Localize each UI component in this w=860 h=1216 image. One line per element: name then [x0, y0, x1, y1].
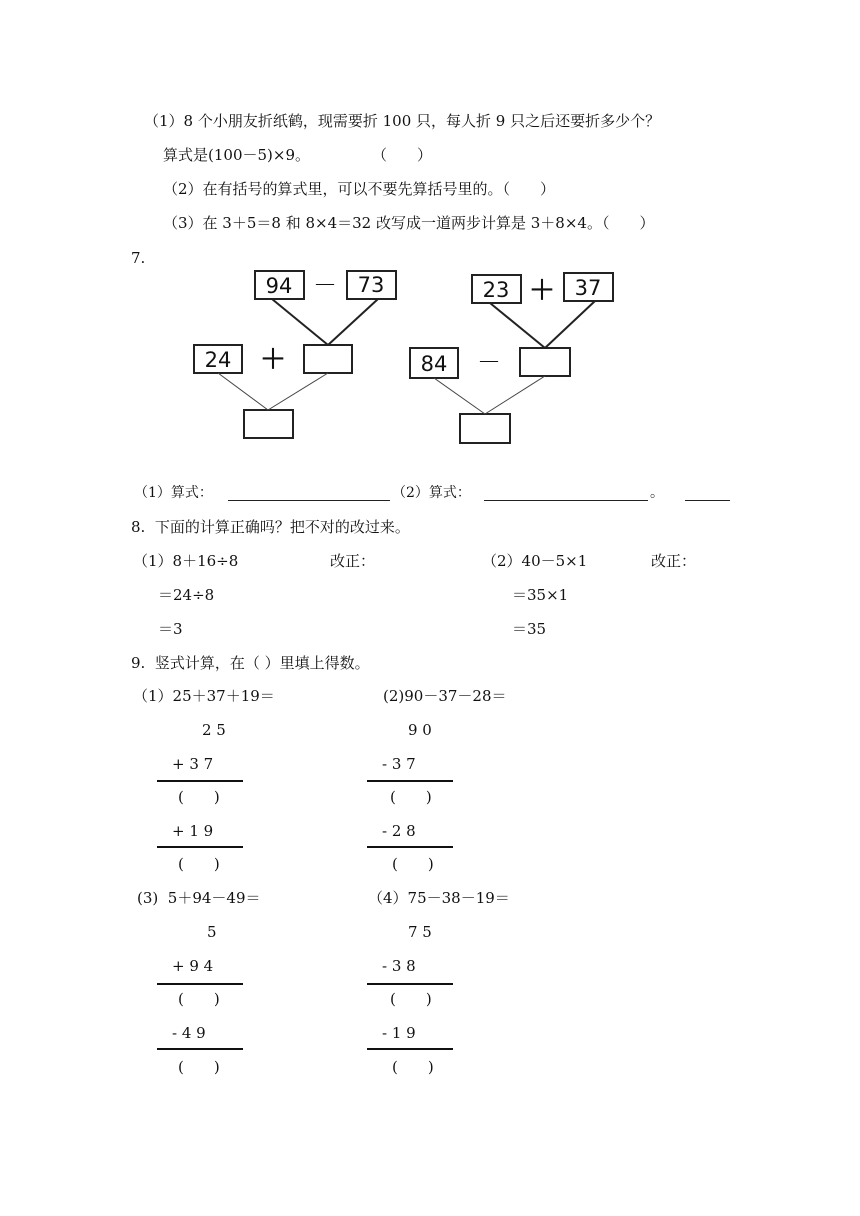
- q9-p2-top: 9 0: [408, 721, 432, 739]
- q7-answer-label-1: （1）算式：: [134, 485, 213, 501]
- q9-p4-result-paren[interactable]: ( ): [392, 1058, 434, 1076]
- q9-title: 9. 竖式计算，在（ ）里填上得数。: [131, 654, 370, 672]
- q9-p2-expression: (2)90－37－28＝: [383, 687, 507, 705]
- q8-b-fix-label: 改正：: [651, 552, 697, 570]
- left-final-result-box[interactable]: [244, 410, 293, 438]
- right-mid-op: －: [477, 348, 501, 376]
- q9-p1-mid-paren[interactable]: ( ): [178, 788, 220, 806]
- q9-p1-rule-1: [157, 780, 243, 782]
- left-connector: [218, 373, 268, 410]
- left-connector: [272, 299, 328, 345]
- left-top-right-num: 73: [357, 273, 385, 297]
- q9-p1-result-paren[interactable]: ( ): [178, 855, 220, 873]
- q8-title: 8. 下面的计算正确吗？把不对的改过来。: [131, 518, 410, 536]
- left-top-op: －: [313, 271, 337, 299]
- right-top-left-num: 23: [482, 278, 510, 302]
- right-connector: [485, 376, 545, 414]
- q9-p4-mid-paren[interactable]: ( ): [390, 990, 432, 1008]
- right-mid-result-box[interactable]: [520, 348, 570, 376]
- q9-p4-rule-1: [367, 983, 453, 985]
- q9-p4-top: 7 5: [408, 923, 432, 941]
- right-top-op: ＋: [528, 276, 556, 306]
- q6-item3: （3）在 3＋5＝8 和 8×4＝32 改写成一道两步计算是 3＋8×4。（ ）: [163, 214, 655, 232]
- q9-p3-mid-paren[interactable]: ( ): [178, 990, 220, 1008]
- left-connector: [268, 373, 328, 410]
- q8-a-step2: ＝3: [158, 620, 183, 638]
- q6-item1-line2: 算式是(100－5)×9。: [163, 146, 310, 164]
- q9-p2-rule-2: [367, 846, 453, 848]
- q6-item1-line1: （1）8 个小朋友折纸鹤，现需要折 100 只，每人折 9 只之后还要折多少个？: [144, 112, 661, 130]
- q9-p3-rule-2: [157, 1048, 243, 1050]
- left-mid-left-num: 24: [204, 348, 232, 372]
- q9-p3-result-paren[interactable]: ( ): [178, 1058, 220, 1076]
- q9-p2-third: - 2 8: [382, 822, 416, 840]
- q8-b-step2: ＝35: [512, 620, 547, 638]
- q9-p3-rule-1: [157, 983, 243, 985]
- left-mid-op: ＋: [259, 345, 287, 375]
- q8-a-step1: ＝24÷8: [158, 586, 215, 604]
- q9-p2-result-paren[interactable]: ( ): [392, 855, 434, 873]
- q9-p2-second: - 3 7: [382, 755, 416, 773]
- q8-a-fix-label: 改正：: [330, 552, 376, 570]
- q7-extra-blank[interactable]: [685, 500, 730, 501]
- q9-p2-mid-paren[interactable]: ( ): [390, 788, 432, 806]
- q9-p1-third: + 1 9: [172, 822, 214, 840]
- q9-p3-expression: (3) 5＋94－49＝: [137, 889, 261, 907]
- q6-item2: （2）在有括号的算式里，可以不要先算括号里的。（ ）: [163, 180, 556, 198]
- q7-answer-label-2: （2）算式：: [392, 485, 471, 501]
- q8-b-step1: ＝35×1: [512, 586, 569, 604]
- q7-answer-blank-1[interactable]: [228, 500, 390, 501]
- q9-p1-expression: （1）25＋37＋19＝: [133, 687, 275, 705]
- q8-b-expression: （2）40－5×1: [482, 552, 588, 570]
- left-connector: [328, 299, 378, 345]
- q6-item1-answer-paren[interactable]: （ ）: [372, 146, 433, 164]
- right-connector: [545, 301, 595, 348]
- q9-p4-second: - 3 8: [382, 957, 416, 975]
- q9-p3-third: - 4 9: [172, 1024, 206, 1042]
- right-mid-left-num: 84: [420, 352, 448, 376]
- right-top-right-num: 37: [574, 276, 602, 300]
- q8-a-expression: （1）8＋16÷8: [133, 552, 239, 570]
- q9-p1-second: + 3 7: [172, 755, 214, 773]
- right-final-result-box[interactable]: [460, 414, 510, 443]
- q9-p4-expression: （4）75－38－19＝: [368, 889, 510, 907]
- q9-p2-rule-1: [367, 780, 453, 782]
- q7-diagrams: [0, 0, 860, 480]
- q7-number: 7.: [131, 249, 146, 267]
- q7-answer-blank-2[interactable]: [484, 500, 648, 501]
- q9-p4-third: - 1 9: [382, 1024, 416, 1042]
- q7-period: 。: [650, 485, 664, 501]
- q9-p3-top: 5: [207, 923, 217, 941]
- q9-p3-second: + 9 4: [172, 957, 214, 975]
- q9-p1-top: 2 5: [202, 721, 226, 739]
- left-top-left-num: 94: [265, 274, 293, 298]
- right-connector: [434, 378, 485, 414]
- right-connector: [490, 303, 545, 348]
- q9-p1-rule-2: [157, 846, 243, 848]
- q9-p4-rule-2: [367, 1048, 453, 1050]
- left-mid-result-box[interactable]: [304, 345, 352, 373]
